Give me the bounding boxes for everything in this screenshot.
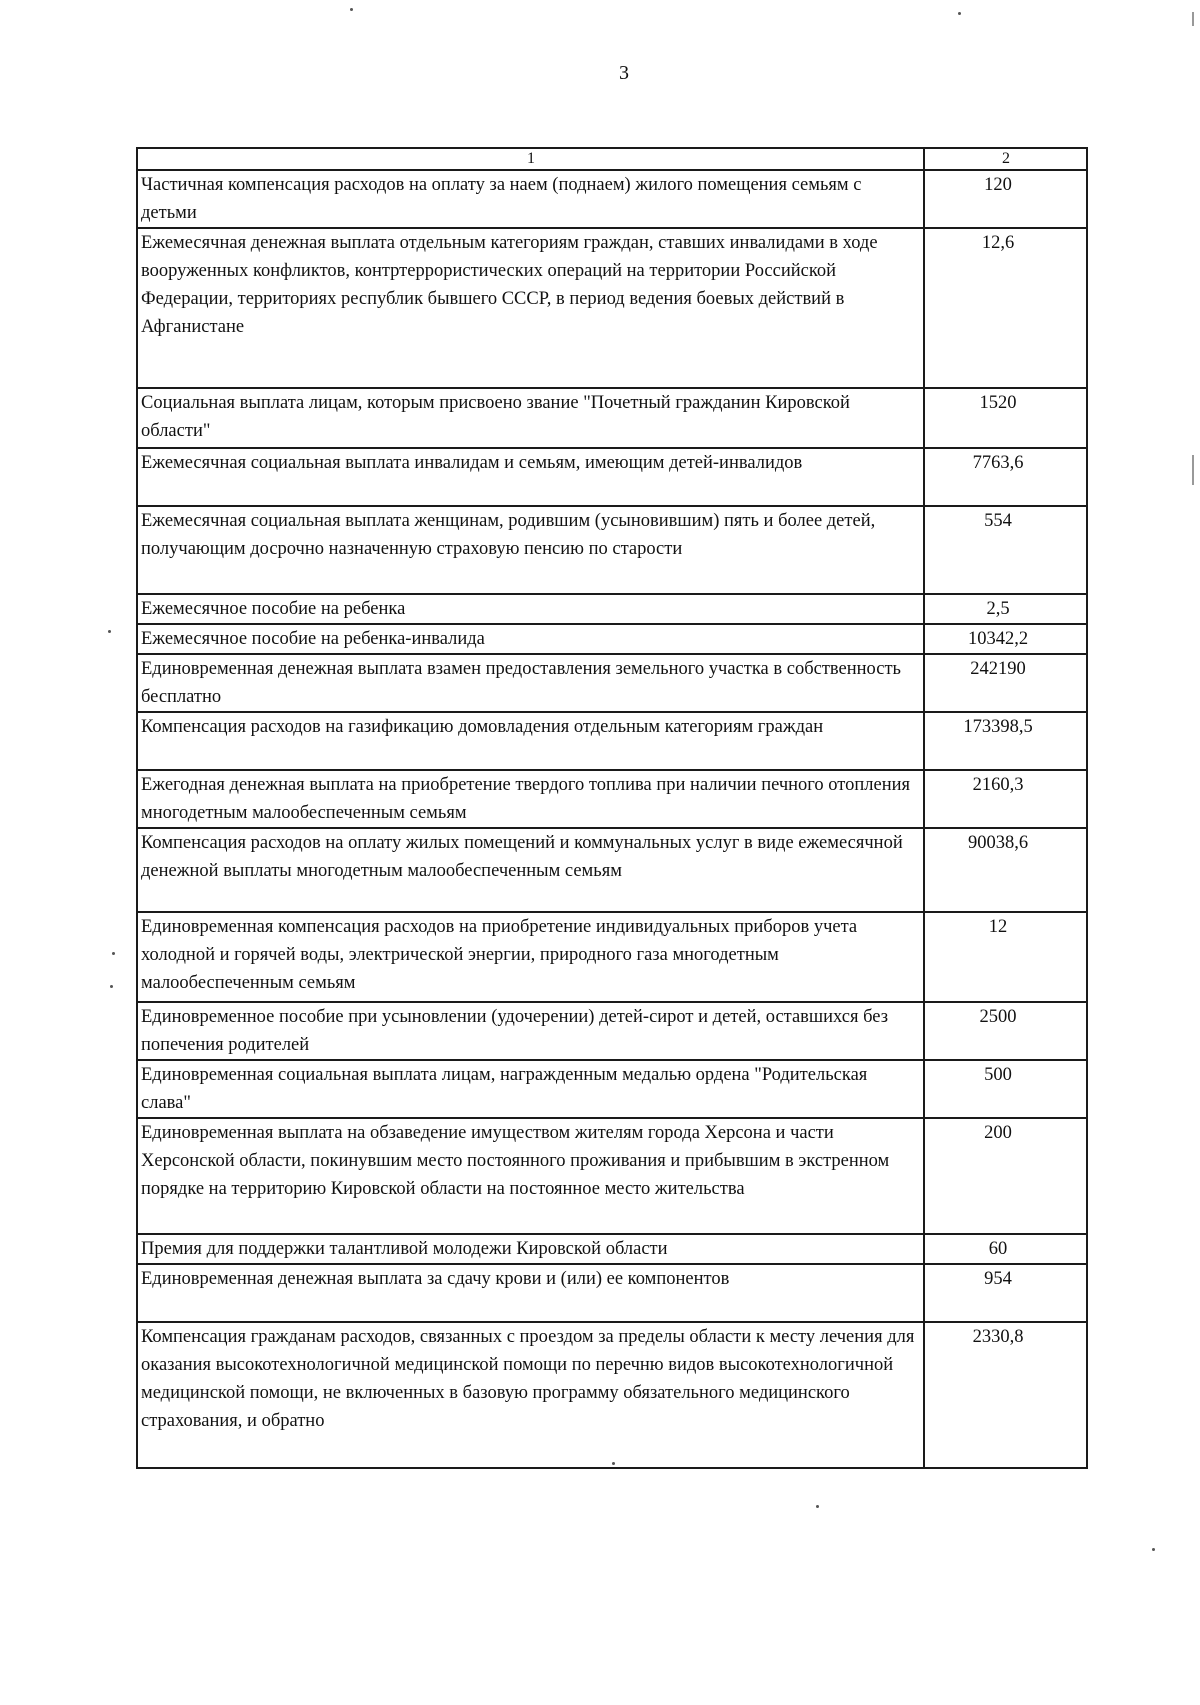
table-row bbox=[137, 1118, 1087, 1234]
row-label: Ежемесячная денежная выплата отдельным категориям граждан, ставших инвалидами в ходе вооруженных конфликтов, контртеррористических операций на территории Российской Федерации, территориях республик бывшего СССР, в период ведения боевых действий в Афганистане bbox=[137, 228, 924, 388]
row-value: 2330,8 bbox=[924, 1322, 1087, 1468]
table-row bbox=[137, 912, 1087, 1002]
row-label: Единовременное пособие при усыновлении (удочерении) детей-сирот и детей, оставшихся без попечения родителей bbox=[137, 1002, 924, 1060]
row-label: Ежемесячная социальная выплата женщинам, родившим (усыновившим) пять и более детей, получающим досрочно назначенную страховую пенсию по старости bbox=[137, 506, 924, 594]
table-row bbox=[137, 228, 1087, 388]
table-row bbox=[137, 506, 1087, 594]
page-number: 3 bbox=[619, 62, 629, 84]
table-row bbox=[137, 448, 1087, 506]
row-label: Единовременная выплата на обзаведение имуществом жителям города Херсона и части Херсонской области, покинувшим место постоянного проживания и прибывшим в экстренном порядке на территорию Кировской области на постоянное место жительства bbox=[137, 1118, 924, 1234]
row-value: 2,5 bbox=[924, 594, 1087, 624]
scan-speck bbox=[958, 12, 961, 15]
row-label: Ежегодная денежная выплата на приобретение твердого топлива при наличии печного отопления многодетным малообеспеченным семьям bbox=[137, 770, 924, 828]
row-value: 120 bbox=[924, 170, 1087, 228]
row-value: 2160,3 bbox=[924, 770, 1087, 828]
row-value: 60 bbox=[924, 1234, 1087, 1264]
table-row bbox=[137, 1002, 1087, 1060]
row-value: 2500 bbox=[924, 1002, 1087, 1060]
row-label: Социальная выплата лицам, которым присвоено звание "Почетный гражданин Кировской области" bbox=[137, 388, 924, 448]
scan-speck bbox=[816, 1505, 819, 1508]
scan-edge-mark bbox=[1192, 12, 1194, 26]
row-label: Ежемесячная социальная выплата инвалидам и семьям, имеющим детей-инвалидов bbox=[137, 448, 924, 506]
benefits-table bbox=[136, 147, 1088, 1469]
row-label: Единовременная денежная выплата взамен предоставления земельного участка в собственность бесплатно bbox=[137, 654, 924, 712]
row-value: 1520 bbox=[924, 388, 1087, 448]
row-value: 12 bbox=[924, 912, 1087, 1002]
row-label: Ежемесячное пособие на ребенка-инвалида bbox=[137, 624, 924, 654]
scan-speck bbox=[112, 952, 115, 955]
table-row bbox=[137, 170, 1087, 228]
table-row bbox=[137, 388, 1087, 448]
row-value: 242190 bbox=[924, 654, 1087, 712]
table-row bbox=[137, 828, 1087, 912]
column-header-2: 2 bbox=[924, 148, 1087, 170]
table-row bbox=[137, 1060, 1087, 1118]
table-row bbox=[137, 594, 1087, 624]
row-value: 200 bbox=[924, 1118, 1087, 1234]
row-label: Единовременная социальная выплата лицам, награжденным медалью ордена "Родительская слава" bbox=[137, 1060, 924, 1118]
row-value: 7763,6 bbox=[924, 448, 1087, 506]
row-label: Премия для поддержки талантливой молодежи Кировской области bbox=[137, 1234, 924, 1264]
row-label: Единовременная денежная выплата за сдачу крови и (или) ее компонентов bbox=[137, 1264, 924, 1322]
row-label: Компенсация расходов на газификацию домовладения отдельным категориям граждан bbox=[137, 712, 924, 770]
row-label: Частичная компенсация расходов на оплату за наем (поднаем) жилого помещения семьям с детьми bbox=[137, 170, 924, 228]
table-row bbox=[137, 654, 1087, 712]
row-value: 10342,2 bbox=[924, 624, 1087, 654]
row-label: Компенсация расходов на оплату жилых помещений и коммунальных услуг в виде ежемесячной денежной выплаты многодетным малообеспеченным семьям bbox=[137, 828, 924, 912]
row-value: 954 bbox=[924, 1264, 1087, 1322]
row-value: 173398,5 bbox=[924, 712, 1087, 770]
table-row bbox=[137, 770, 1087, 828]
row-label: Компенсация гражданам расходов, связанных с проездом за пределы области к месту лечения для оказания высокотехнологичной медицинской помощи по перечню видов высокотехнологичной медицинской помощи, не включенных в базовую программу обязательного медицинского страхования, и обратно bbox=[137, 1322, 924, 1468]
scan-speck bbox=[1152, 1548, 1155, 1551]
row-label: Единовременная компенсация расходов на приобретение индивидуальных приборов учета холодной и горячей воды, электрической энергии, природного газа многодетным малообеспеченным семьям bbox=[137, 912, 924, 1002]
scan-speck bbox=[110, 985, 113, 988]
row-value: 90038,6 bbox=[924, 828, 1087, 912]
table-row bbox=[137, 1322, 1087, 1468]
table-row bbox=[137, 1234, 1087, 1264]
row-value: 500 bbox=[924, 1060, 1087, 1118]
scan-speck bbox=[612, 1462, 615, 1465]
scan-edge-mark bbox=[1192, 455, 1194, 485]
table-row bbox=[137, 1264, 1087, 1322]
table-row bbox=[137, 712, 1087, 770]
scan-speck bbox=[108, 630, 111, 633]
scan-speck bbox=[350, 8, 353, 11]
table-row bbox=[137, 624, 1087, 654]
row-value: 12,6 bbox=[924, 228, 1087, 388]
row-label: Ежемесячное пособие на ребенка bbox=[137, 594, 924, 624]
column-header-1: 1 bbox=[137, 148, 924, 170]
row-value: 554 bbox=[924, 506, 1087, 594]
table-header-row bbox=[137, 148, 1087, 170]
